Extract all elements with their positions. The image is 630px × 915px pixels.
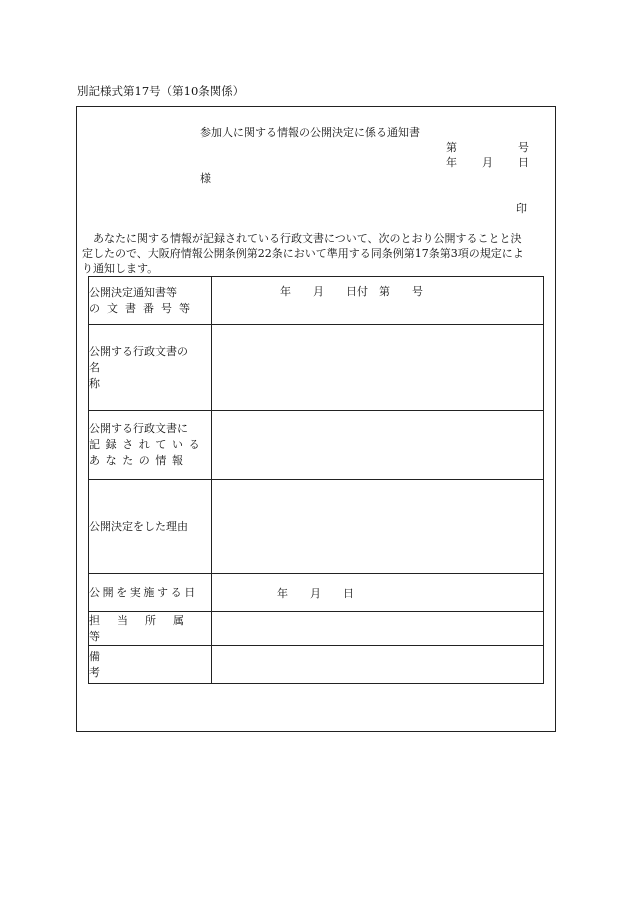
label-line: あなたの情報 bbox=[89, 454, 189, 467]
value-text: 年 月 日付 第 号 bbox=[280, 285, 423, 299]
table-row bbox=[89, 574, 544, 612]
table-row bbox=[89, 480, 544, 574]
row-value-department[interactable] bbox=[212, 612, 544, 646]
notice-line: あなたに関する情報が記録されている行政文書について、次のとおり公開することと決 bbox=[82, 232, 522, 245]
row-value-decision-reason[interactable] bbox=[212, 480, 544, 574]
table-row bbox=[89, 646, 544, 684]
notice-table bbox=[88, 276, 544, 684]
label-line: 記録されている bbox=[89, 438, 206, 451]
row-label-document-number bbox=[89, 277, 212, 325]
row-label-your-information bbox=[89, 411, 212, 480]
label-line: 公開決定をした理由 bbox=[89, 519, 188, 533]
label-line bbox=[89, 301, 211, 317]
row-label-disclosure-date bbox=[89, 574, 212, 612]
notice-line: 定したので、大阪府情報公開条例第22条において準用する同条例第17条第3項の規定によ bbox=[82, 247, 524, 260]
notice-line: り通知します。 bbox=[82, 262, 159, 275]
label-line: 備考 bbox=[89, 649, 178, 679]
date-year: 年 bbox=[446, 156, 457, 169]
label-line: 公開する行政文書に bbox=[89, 422, 188, 435]
table-row bbox=[89, 325, 544, 411]
label-line: 公開する行政文書の bbox=[89, 344, 188, 358]
date-month: 月 bbox=[482, 156, 493, 169]
label-line: 担当所属等 bbox=[89, 613, 201, 643]
row-value-remarks[interactable] bbox=[212, 646, 544, 684]
row-label-decision-reason bbox=[89, 480, 212, 574]
row-label-document-name bbox=[89, 325, 212, 411]
label-line: 公開決定通知書等 bbox=[89, 285, 177, 299]
label-line bbox=[89, 360, 211, 392]
notice-paragraph bbox=[82, 231, 552, 276]
table-row bbox=[89, 612, 544, 646]
value-text: 年 月 日 bbox=[277, 586, 354, 600]
addressee-suffix: 様 bbox=[200, 172, 211, 185]
label-line-text: の文書番号等 bbox=[89, 301, 197, 315]
row-label-remarks bbox=[89, 646, 212, 684]
table-row bbox=[89, 411, 544, 480]
label-line-text: 名称 bbox=[89, 360, 186, 390]
table-row bbox=[89, 277, 544, 325]
form-number-label: 別記様式第17号（第10条関係） bbox=[77, 84, 245, 98]
row-value-document-name[interactable] bbox=[212, 325, 544, 411]
seal-mark: 印 bbox=[516, 202, 527, 215]
number-dai: 第 bbox=[446, 141, 457, 154]
row-label-department bbox=[89, 612, 212, 646]
row-value-disclosure-date[interactable] bbox=[212, 574, 544, 612]
number-go: 号 bbox=[518, 141, 529, 154]
row-value-your-information[interactable] bbox=[212, 411, 544, 480]
row-value-document-number[interactable] bbox=[212, 277, 544, 325]
label-line: 公開を実施する日 bbox=[89, 585, 198, 599]
document-title: 参加人に関する情報の公開決定に係る通知書 bbox=[200, 126, 420, 139]
date-day: 日 bbox=[518, 156, 529, 169]
